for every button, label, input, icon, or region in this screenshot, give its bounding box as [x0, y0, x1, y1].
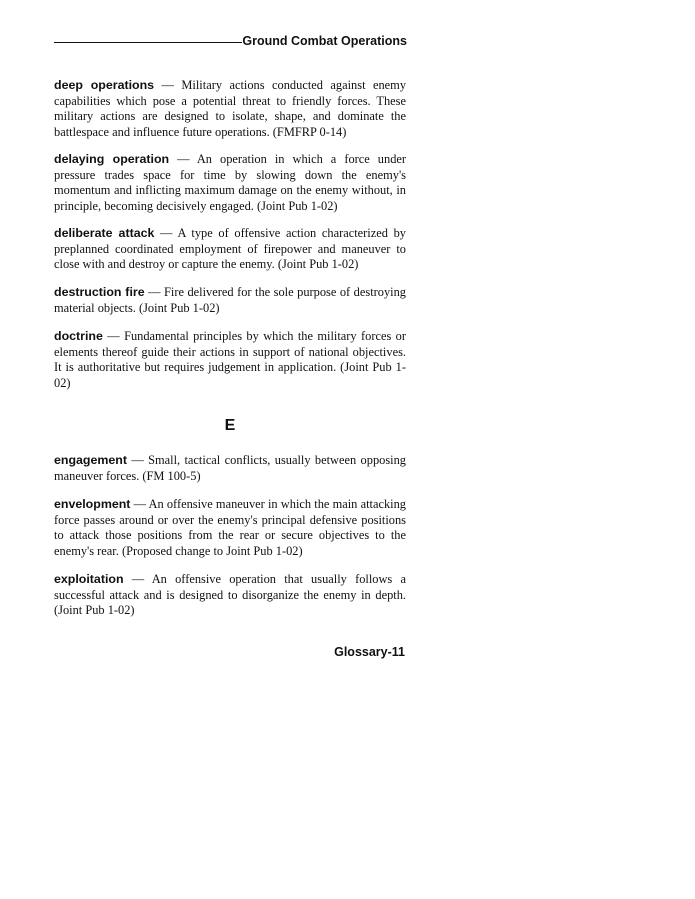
page-number: Glossary-11 — [334, 645, 405, 659]
glossary-definition: Fire delivered for the sole purpose of destroying material objects. (Joint Pub 1-02) — [54, 285, 406, 315]
glossary-term: doctrine — [54, 329, 103, 343]
glossary-term: deep operations — [54, 78, 155, 92]
glossary-definition: An operation in which a force under pressure trades space for time by slowing down the enemy's momentum and inflicting maximum damage on the enemy without, in principle, becoming decisively engaged. (Joint Pub 1-02) — [54, 152, 407, 213]
glossary-entry-delaying-operation: delaying operation — An operation in which a force under pressure trades space for time by slowing down the enemy's momentum and inflicting maximum damage on the enemy without, in principle, becoming decisively engaged. (Joint Pub 1-02) — [54, 152, 407, 213]
header-rule — [54, 42, 242, 43]
glossary-definition: An offensive maneuver in which the main attacking force passes around or over the enemy's principal defensive positions to attack those positions from the rear or secure objectives to the enemy's rear. (Proposed change to Joint Pub 1-02) — [54, 497, 406, 558]
glossary-term: envelopment — [54, 497, 131, 511]
glossary-term: deliberate attack — [54, 226, 155, 240]
glossary-entry-envelopment: envelopment — An offensive maneuver in which the main attacking force passes around or over the enemy's principal defensive positions to attack those positions from the rear or secure objectives to the enemy's rear. (Proposed change to Joint Pub 1-02) — [54, 497, 406, 558]
glossary-term: delaying operation — [54, 152, 170, 166]
glossary-entry-deep-operations: deep operations — Military actions conducted against enemy capabilities which pose a potential threat to friendly forces. These military actions are designed to isolate, shape, and dominate the battlespace and influence future operations. (FMFRP 0-14) — [54, 78, 407, 139]
section-letter-heading: E — [224, 417, 236, 434]
glossary-entry-engagement: engagement — Small, tactical conflicts, usually between opposing maneuver forces. (FM 100-5) — [54, 453, 406, 483]
running-header — [54, 34, 407, 52]
glossary-entry-doctrine: doctrine — Fundamental principles by which the military forces or elements thereof guide their actions in support of national objectives. It is authoritative but requires judgement in application. (Joint Pub 1-02) — [54, 329, 406, 390]
glossary-entry-exploitation: exploitation — An offensive operation that usually follows a successful attack and is designed to disorganize the enemy in depth. (Joint Pub 1-02) — [54, 572, 406, 618]
glossary-term: destruction fire — [54, 285, 145, 299]
glossary-entry-destruction-fire: destruction fire — Fire delivered for the sole purpose of destroying material objects. (Joint Pub 1-02) — [54, 285, 406, 315]
glossary-definition: Fundamental principles by which the military forces or elements thereof guide their actions in support of national objectives. It is authoritative but requires judgement in application. (Joint Pub 1-02) — [54, 329, 406, 390]
glossary-definition: A type of offensive action characterized by preplanned coordinated employment of firepower and maneuver to close with and destroy or capture the enemy. (Joint Pub 1-02) — [54, 226, 406, 272]
glossary-entry-deliberate-attack: deliberate attack — A type of offensive action characterized by preplanned coordinated employment of firepower and maneuver to close with and destroy or capture the enemy. (Joint Pub 1-02) — [54, 226, 406, 272]
glossary-term: engagement — [54, 453, 127, 467]
header-title: Ground Combat Operations — [242, 34, 407, 48]
glossary-definition: An offensive operation that usually follows a successful attack and is designed to disorganize the enemy in depth. (Joint Pub 1-02) — [54, 572, 406, 618]
glossary-term: exploitation — [54, 572, 124, 586]
glossary-definition: Small, tactical conflicts, usually between opposing maneuver forces. (FM 100-5) — [54, 453, 406, 483]
glossary-definition: Military actions conducted against enemy capabilities which pose a potential threat to friendly forces. These military actions are designed to isolate, shape, and dominate the battlespace and influence future operations. (FMFRP 0-14) — [54, 78, 407, 139]
